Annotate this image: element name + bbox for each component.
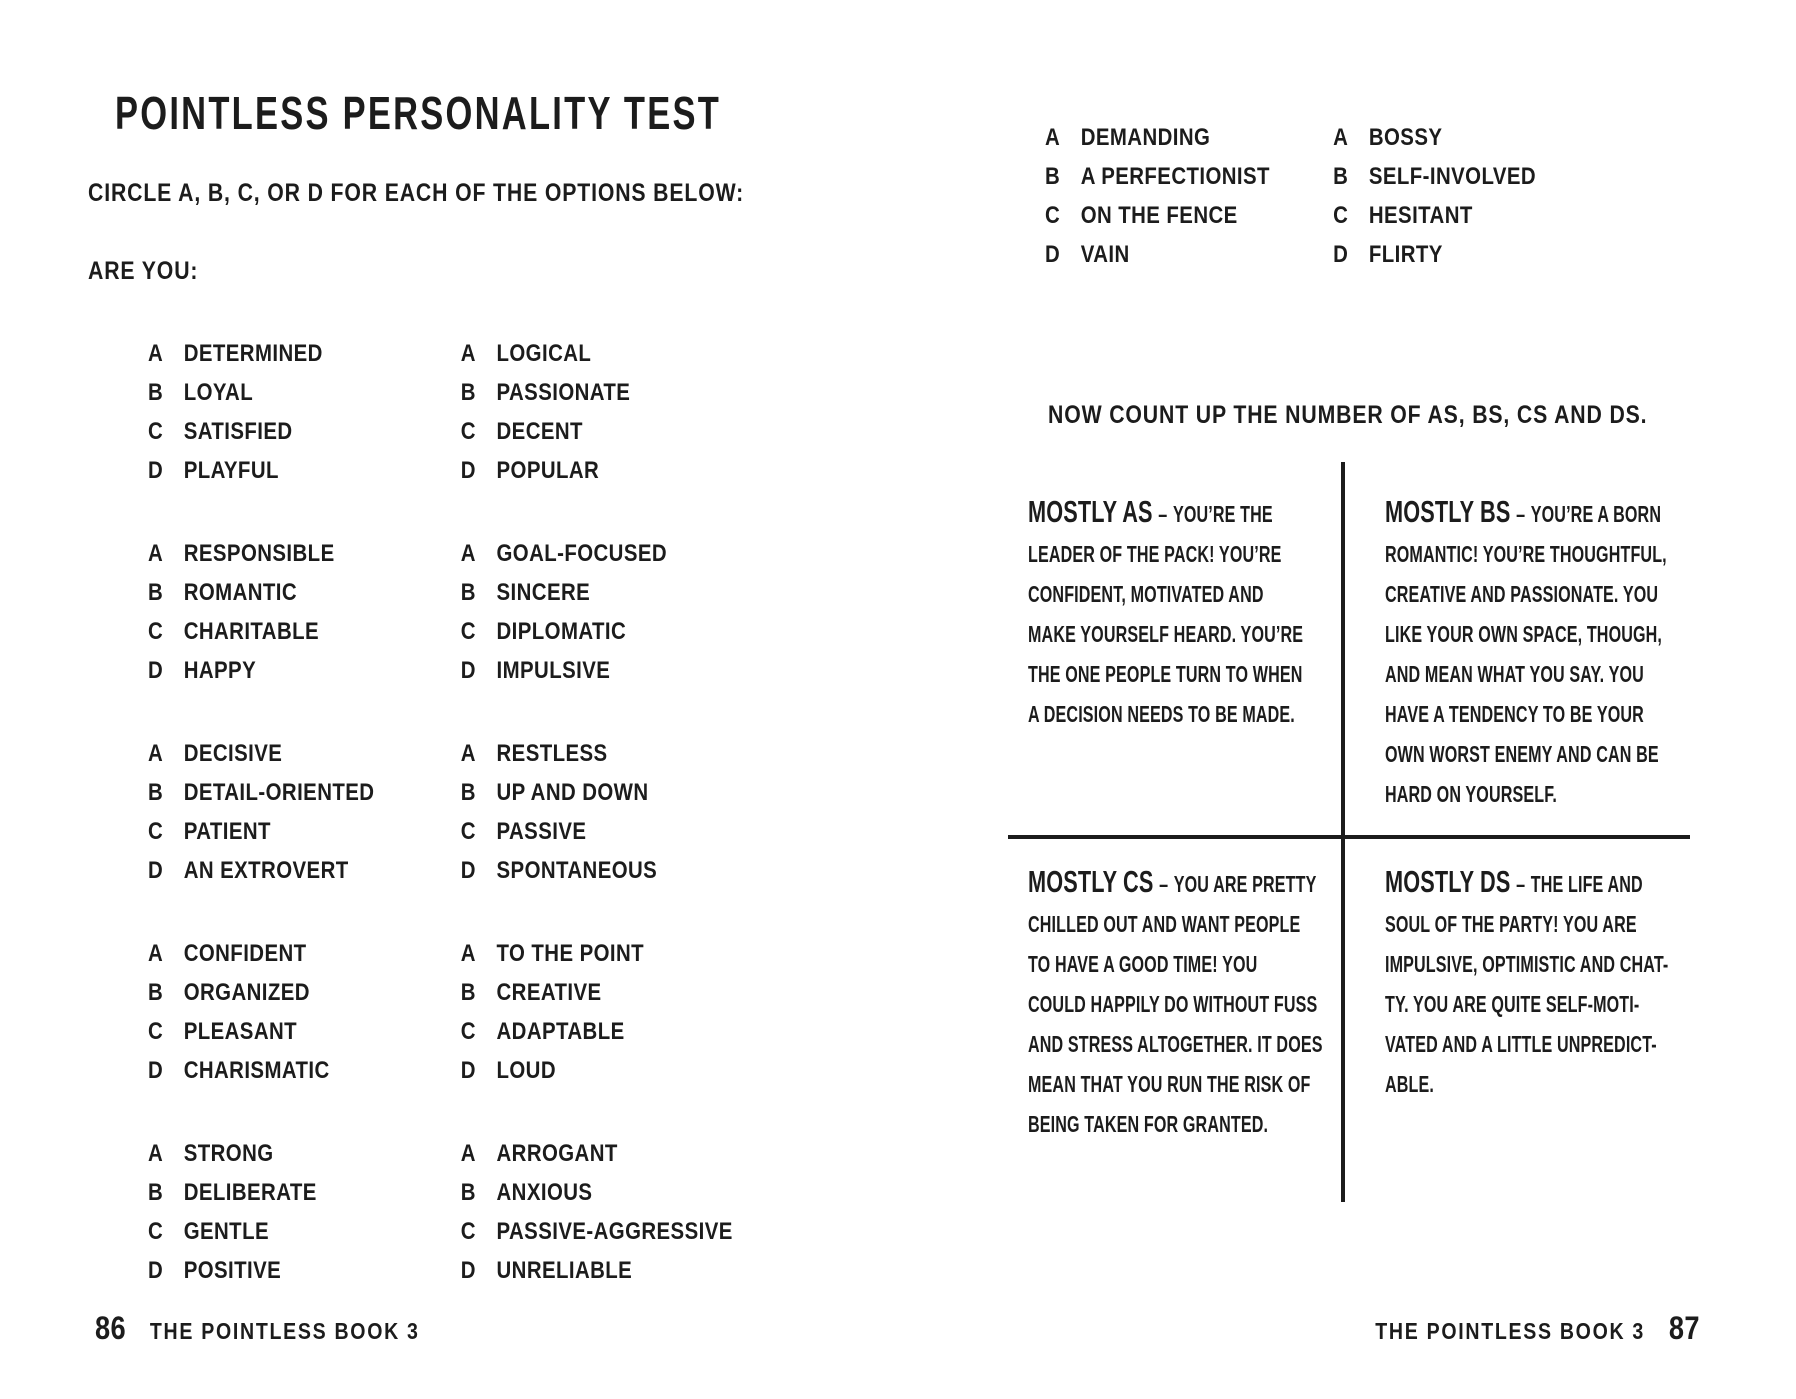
option-row (461, 412, 733, 451)
option-row (148, 573, 461, 612)
option-letter: B (1045, 163, 1061, 190)
footer-book-title: THE POINTLESS BOOK 3 (1375, 1318, 1646, 1344)
option-letter: A (148, 1140, 164, 1167)
result-line-text: YOU’RE THE (1172, 501, 1273, 527)
result-line: THE ONE PEOPLE TURN TO WHEN (1028, 661, 1303, 687)
option-label: HESITANT (1368, 202, 1473, 229)
option-label: VAIN (1080, 241, 1130, 268)
result-line: AND MEAN WHAT YOU SAY. YOU (1385, 661, 1644, 687)
option-row (148, 1012, 461, 1051)
option-label: CHARISMATIC (183, 1057, 330, 1084)
option-label: PLAYFUL (183, 457, 279, 484)
option-letter: D (460, 1057, 476, 1084)
option-row (148, 973, 461, 1012)
option-label: CREATIVE (496, 979, 602, 1006)
option-letter: A (148, 340, 164, 367)
option-letter: D (148, 1057, 164, 1084)
result-line: LEADER OF THE PACK! YOU’RE (1028, 541, 1282, 567)
result-line: AND STRESS ALTOGETHER. IT DOES (1028, 1031, 1323, 1057)
option-letter: D (148, 457, 164, 484)
option-row (1333, 196, 1536, 235)
option-row (148, 1173, 461, 1212)
option-row (1045, 118, 1333, 157)
option-group (148, 1134, 461, 1290)
option-label: PASSIONATE (496, 379, 631, 406)
option-letter: C (460, 818, 476, 845)
page-number-right: 87 (1668, 1310, 1700, 1346)
result-line: TO HAVE A GOOD TIME! YOU (1028, 951, 1258, 977)
result-heading: MOSTLY BS (1385, 494, 1511, 529)
option-row (148, 812, 461, 851)
result-separator: – (1516, 501, 1526, 527)
option-row (148, 373, 461, 412)
option-label: BOSSY (1368, 124, 1443, 151)
option-row (148, 734, 461, 773)
option-letter: B (148, 779, 164, 806)
option-label: SINCERE (496, 579, 591, 606)
option-letter: B (460, 379, 476, 406)
option-row (1333, 157, 1536, 196)
option-group (461, 334, 733, 490)
option-label: DECISIVE (183, 740, 283, 767)
option-row (148, 773, 461, 812)
option-letter: A (460, 740, 476, 767)
result-line: LIKE YOUR OWN SPACE, THOUGH, (1385, 621, 1663, 647)
option-letter: C (460, 1018, 476, 1045)
option-label: POSITIVE (183, 1257, 282, 1284)
option-label: PLEASANT (183, 1018, 298, 1045)
option-letter: D (148, 857, 164, 884)
result-line: OWN WORST ENEMY AND CAN BE (1385, 741, 1659, 767)
option-letter: B (148, 379, 164, 406)
option-row (461, 1051, 733, 1090)
result-line: CONFIDENT, MOTIVATED AND (1028, 581, 1264, 607)
option-row (461, 612, 733, 651)
option-row (148, 851, 461, 890)
result-line: MEAN THAT YOU RUN THE RISK OF (1028, 1071, 1311, 1097)
option-row (461, 573, 733, 612)
option-label: DELIBERATE (183, 1179, 317, 1206)
option-label: IMPULSIVE (496, 657, 611, 684)
result-heading: MOSTLY DS (1385, 864, 1511, 899)
option-label: SATISFIED (183, 418, 293, 445)
option-letter: B (1333, 163, 1349, 190)
option-label: ARROGANT (496, 1140, 618, 1167)
option-row (461, 534, 733, 573)
result-line: VATED AND A LITTLE UNPREDICT- (1385, 1031, 1657, 1057)
result-separator: – (1159, 871, 1169, 897)
option-label: UNRELIABLE (496, 1257, 633, 1284)
option-row (461, 1012, 733, 1051)
option-row (148, 1251, 461, 1290)
option-letter: B (460, 579, 476, 606)
option-letter: A (460, 940, 476, 967)
options-grid-right (1045, 118, 1536, 274)
option-row (148, 1134, 461, 1173)
option-letter: A (460, 1140, 476, 1167)
option-group (461, 1134, 733, 1290)
option-letter: C (148, 1018, 164, 1045)
option-row (148, 612, 461, 651)
option-label: FLIRTY (1368, 241, 1443, 268)
option-row (148, 651, 461, 690)
result-heading: MOSTLY CS (1028, 864, 1154, 899)
option-row (1045, 196, 1333, 235)
option-row (148, 934, 461, 973)
option-letter: B (148, 979, 164, 1006)
option-group (461, 934, 733, 1090)
option-row (461, 451, 733, 490)
option-letter: C (1333, 202, 1349, 229)
option-label: ADAPTABLE (496, 1018, 625, 1045)
count-instruction: NOW COUNT UP THE NUMBER OF AS, BS, CS AND DS. (1048, 401, 1648, 429)
option-row (1333, 118, 1536, 157)
option-label: PASSIVE-AGGRESSIVE (496, 1218, 733, 1245)
result-line: A DECISION NEEDS TO BE MADE. (1028, 701, 1295, 727)
result-line: CREATIVE AND PASSIONATE. YOU (1385, 581, 1659, 607)
result-line: HAVE A TENDENCY TO BE YOUR (1385, 701, 1644, 727)
option-letter: A (148, 940, 164, 967)
option-row (461, 1134, 733, 1173)
quadrant-divider-vertical (1341, 462, 1345, 1202)
option-letter: B (460, 779, 476, 806)
option-letter: C (1045, 202, 1061, 229)
option-group (148, 334, 461, 490)
option-letter: A (460, 340, 476, 367)
result-line-text: YOU’RE A BORN (1530, 501, 1662, 527)
footer-book-title: THE POINTLESS BOOK 3 (149, 1318, 420, 1344)
result-line: BEING TAKEN FOR GRANTED. (1028, 1111, 1269, 1137)
option-letter: D (460, 857, 476, 884)
option-group (1333, 118, 1536, 274)
options-grid-left (148, 334, 733, 1290)
result-heading: MOSTLY AS (1028, 494, 1153, 529)
option-letter: D (460, 657, 476, 684)
option-letter: D (1333, 241, 1349, 268)
result-line: CHILLED OUT AND WANT PEOPLE (1028, 911, 1301, 937)
result-line (1028, 862, 1323, 904)
page-title: POINTLESS PERSONALITY TEST (115, 87, 722, 139)
option-row (461, 373, 733, 412)
result-line: ABLE. (1385, 1071, 1434, 1097)
option-row (461, 734, 733, 773)
result-quadrant-mostly-ds (1385, 862, 1668, 1104)
result-line: TY. YOU ARE QUITE SELF-MOTI- (1385, 991, 1640, 1017)
option-row (461, 651, 733, 690)
option-label: LOYAL (183, 379, 254, 406)
option-row (1333, 235, 1536, 274)
option-label: UP AND DOWN (496, 779, 649, 806)
option-row (148, 534, 461, 573)
option-letter: A (148, 740, 164, 767)
option-label: HAPPY (183, 657, 257, 684)
option-row (461, 934, 733, 973)
option-row (461, 773, 733, 812)
result-quadrant-mostly-as (1028, 492, 1303, 734)
page-number-left: 86 (95, 1310, 127, 1346)
result-separator: – (1516, 871, 1526, 897)
option-row (148, 334, 461, 373)
option-group (1045, 118, 1333, 274)
option-row (461, 812, 733, 851)
option-label: GOAL-FOCUSED (496, 540, 668, 567)
option-letter: B (460, 1179, 476, 1206)
option-label: SPONTANEOUS (496, 857, 658, 884)
option-row (1045, 157, 1333, 196)
instruction-text: CIRCLE A, B, C, OR D FOR EACH OF THE OPTIONS BELOW: (88, 179, 745, 207)
result-line: SOUL OF THE PARTY! YOU ARE (1385, 911, 1637, 937)
result-line: COULD HAPPILY DO WITHOUT FUSS (1028, 991, 1318, 1017)
option-label: ANXIOUS (496, 1179, 593, 1206)
option-letter: B (460, 979, 476, 1006)
option-letter: C (148, 418, 164, 445)
option-label: POPULAR (496, 457, 600, 484)
option-row (461, 1251, 733, 1290)
result-line: MAKE YOURSELF HEARD. YOU’RE (1028, 621, 1304, 647)
option-label: DETAIL-ORIENTED (183, 779, 375, 806)
result-line: ROMANTIC! YOU’RE THOUGHTFUL, (1385, 541, 1667, 567)
footer-left (95, 1306, 420, 1353)
option-label: SELF-INVOLVED (1368, 163, 1537, 190)
option-letter: A (1333, 124, 1349, 151)
option-group (461, 734, 733, 890)
option-label: ROMANTIC (183, 579, 298, 606)
option-letter: A (460, 540, 476, 567)
option-letter: C (148, 818, 164, 845)
quadrant-divider-horizontal (1008, 835, 1690, 839)
option-row (461, 1173, 733, 1212)
result-line-text: THE LIFE AND (1530, 871, 1643, 897)
result-line (1385, 492, 1667, 534)
option-letter: D (148, 657, 164, 684)
option-row (1045, 235, 1333, 274)
option-letter: C (148, 1218, 164, 1245)
result-line-text: YOU ARE PRETTY (1173, 871, 1317, 897)
option-label: DECENT (496, 418, 583, 445)
option-label: TO THE POINT (496, 940, 645, 967)
option-row (148, 1212, 461, 1251)
option-label: ON THE FENCE (1080, 202, 1238, 229)
option-row (148, 1051, 461, 1090)
option-letter: B (148, 1179, 164, 1206)
result-quadrant-mostly-bs (1385, 492, 1667, 814)
option-row (461, 1212, 733, 1251)
result-line (1385, 862, 1668, 904)
option-row (461, 973, 733, 1012)
option-group (461, 534, 733, 690)
option-label: DETERMINED (183, 340, 323, 367)
option-label: CHARITABLE (183, 618, 320, 645)
option-label: GENTLE (183, 1218, 269, 1245)
footer-right (1375, 1306, 1700, 1353)
option-letter: B (148, 579, 164, 606)
result-line (1028, 492, 1303, 534)
option-letter: D (1045, 241, 1061, 268)
option-label: PASSIVE (496, 818, 587, 845)
option-letter: D (460, 457, 476, 484)
result-quadrant-mostly-cs (1028, 862, 1323, 1144)
option-label: STRONG (183, 1140, 274, 1167)
option-label: PATIENT (183, 818, 271, 845)
option-group (148, 934, 461, 1090)
option-label: CONFIDENT (183, 940, 307, 967)
option-row (461, 851, 733, 890)
option-letter: C (148, 618, 164, 645)
option-label: DIPLOMATIC (496, 618, 627, 645)
option-row (461, 334, 733, 373)
option-letter: C (460, 418, 476, 445)
option-label: DEMANDING (1080, 124, 1211, 151)
option-letter: C (460, 1218, 476, 1245)
option-letter: D (148, 1257, 164, 1284)
result-line: IMPULSIVE, OPTIMISTIC AND CHAT- (1385, 951, 1669, 977)
option-group (148, 534, 461, 690)
option-label: RESPONSIBLE (183, 540, 335, 567)
are-you-label: ARE YOU: (88, 257, 199, 285)
option-label: RESTLESS (496, 740, 608, 767)
option-letter: D (460, 1257, 476, 1284)
option-label: ORGANIZED (183, 979, 310, 1006)
option-letter: C (460, 618, 476, 645)
result-line: HARD ON YOURSELF. (1385, 781, 1558, 807)
option-label: LOGICAL (496, 340, 592, 367)
option-group (148, 734, 461, 890)
option-letter: A (148, 540, 164, 567)
option-letter: A (1045, 124, 1061, 151)
option-label: LOUD (496, 1057, 556, 1084)
result-separator: – (1158, 501, 1168, 527)
option-row (148, 451, 461, 490)
option-row (148, 412, 461, 451)
option-label: AN EXTROVERT (183, 857, 349, 884)
option-label: A PERFECTIONIST (1080, 163, 1270, 190)
